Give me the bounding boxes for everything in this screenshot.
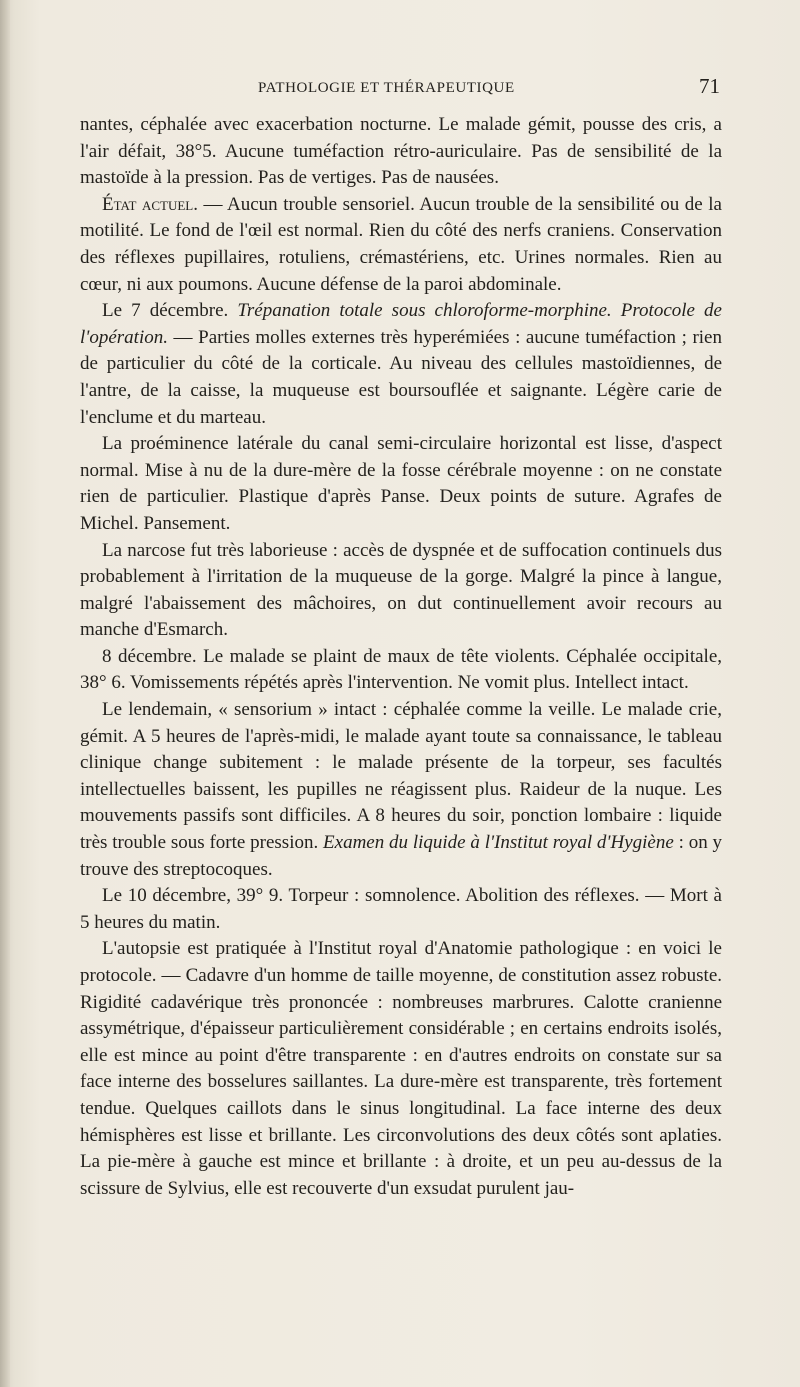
paragraph-text: : on y trouve des streptocoques.: [80, 832, 723, 880]
paragraph-2: [80, 192, 722, 298]
italic-reference: Examen du liquide à l'Institut royal d'Hygiène: [323, 832, 674, 854]
page-header: [80, 74, 720, 104]
body-text: [80, 112, 722, 1202]
paragraph-text: — Parties molles externes très hyperémiées : aucune tuméfaction ; rien de particulier du côté de la corticale. Au niveau des cellules mastoïdiennes, de l'antre, de la caisse, la muqueuse est boursouflée et saignante. Légère carie de l'enclume et du marteau.: [80, 326, 722, 428]
date-lead: Le 7 décembre.: [102, 300, 238, 322]
paragraph-text: Le 10 décembre, 39° 9. Torpeur : somnolence. Abolition des réflexes. — Mort à 5 heures du matin.: [80, 885, 722, 933]
section-lead: État actuel.: [102, 193, 198, 215]
paragraph-text: L'autopsie est pratiquée à l'Institut royal d'Anatomie pathologique : en voici le protocole. — Cadavre d'un homme de taille moyenne, de constitution assez robuste. Rigidité cadavérique très prononcée : nombreuses marbrures. Calotte cranienne assymétrique, d'épaisseur particulièrement considérable ; en certains endroits isolés, elle est mince au point d'être transparente : en d'autres endroits on constate sur sa face interne des bosselures saillantes. La dure-mère est transparente, très fortement tendue. Quelques caillots dans le sinus longitudinal. La face interne des deux hémisphères est lisse et brillante. Les circonvolutions des deux côtés sont aplaties. La pie-mère à gauche est mince et brillante : à droite, et un peu au-dessus de la scissure de Sylvius, elle est recouverte d'un exsudat purulent jau-: [80, 938, 722, 1199]
page-binding-edge: [0, 0, 10, 1387]
paragraph-4: [80, 431, 722, 537]
paragraph-text: — Aucun trouble sensoriel. Aucun trouble de la sensibilité ou de la motilité. Le fond de l'œil est normal. Rien du côté des nerfs craniens. Conservation des réflexes pupillaires, rotuliens, crémastériens, etc. Urines normales. Rien au cœur, ni aux poumons. Aucune défense de la paroi abdominale.: [80, 193, 722, 295]
running-head: PATHOLOGIE ET THÉRAPEUTIQUE: [258, 80, 515, 96]
paragraph-text: Le lendemain, « sensorium » intact : céphalée comme la veille. Le malade crie, gémit. A 5 heures de l'après-midi, le malade ayant toute sa connaissance, le tableau clinique change subitement : le malade présente de la torpeur, ses facultés intellectuelles baissent, les pupilles ne réagissent plus. Raideur de la nuque. Les mouvements passifs sont difficiles. A 8 heures du soir, ponction lombaire : liquide très trouble sous forte pression.: [80, 699, 722, 854]
paragraph-5: [80, 538, 722, 644]
paragraph-1: [80, 112, 722, 192]
paragraph-text: nantes, céphalée avec exacerbation nocturne. Le malade gémit, pousse des cris, a l'air défait, 38°5. Aucune tuméfaction rétro-auriculaire. Pas de sensibilité de la mastoïde à la pression. Pas de vertiges. Pas de nausées.: [80, 114, 722, 189]
paragraph-text: La narcose fut très laborieuse : accès de dyspnée et de suffocation continuels dus probablement à l'irritation de la muqueuse de la gorge. Malgré la pince à langue, malgré l'abaissement des mâchoires, on dut continuellement avoir recours au manche d'Esmarch.: [80, 539, 722, 641]
paragraph-6: [80, 644, 722, 697]
paragraph-text: 8 décembre. Le malade se plaint de maux de tête violents. Céphalée occipitale, 38° 6. Vomissements répétés après l'intervention. Ne vomit plus. Intellect intact.: [80, 645, 722, 694]
paragraph-3: [80, 298, 722, 431]
paragraph-text: La proéminence latérale du canal semi-circulaire horizontal est lisse, d'aspect normal. Mise à nu de la dure-mère de la fosse cérébrale moyenne : on ne constate rien de particulier. Plastique d'après Panse. Deux points de suture. Agrafes de Michel. Pansement.: [80, 433, 722, 534]
paragraph-9: [80, 936, 722, 1202]
paragraph-8: [80, 883, 722, 936]
italic-heading: Trépanation totale sous chloroforme-morphine. Protocole de l'opération.: [80, 300, 722, 348]
paragraph-7: [80, 697, 722, 883]
page-number: 71: [699, 74, 720, 98]
